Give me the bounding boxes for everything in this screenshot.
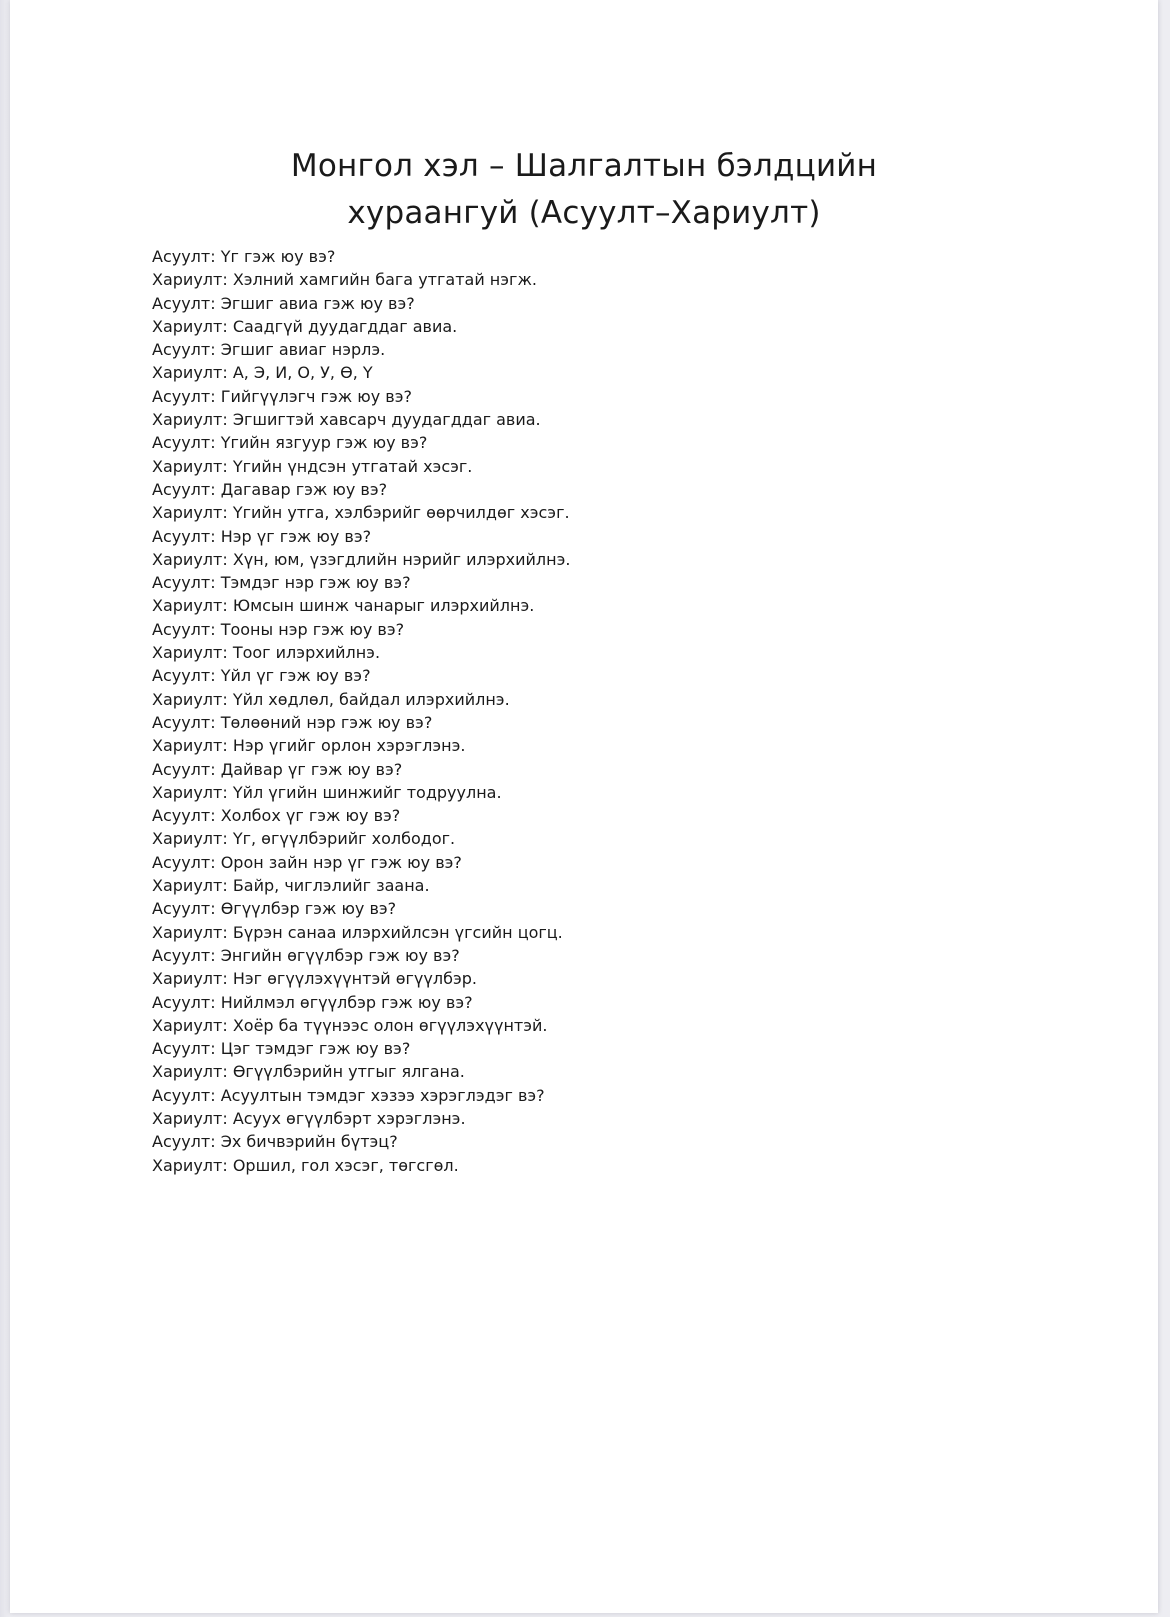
question-line: Асуулт: Дайвар үг гэж юу вэ? [152, 759, 403, 779]
answer-line: Хариулт: Үйл үгийн шинжийг тодруулна. [152, 782, 502, 802]
answer-line: Хариулт: Оршил, гол хэсэг, төгсгөл. [152, 1155, 459, 1175]
question-line: Асуулт: Холбох үг гэж юу вэ? [152, 806, 401, 826]
answer-line: Хариулт: Үгийн утга, хэлбэрийг өөрчилдөг хэсэг. [152, 503, 570, 523]
question-line: Асуулт: Өгүүлбэр гэж юу вэ? [152, 899, 397, 919]
question-line: Асуулт: Тооны нэр гэж юу вэ? [152, 619, 405, 639]
answer-line: Хариулт: Саадгүй дуудагддаг авиа. [152, 316, 458, 336]
question-line: Асуулт: Эгшиг авиа гэж юу вэ? [152, 293, 415, 313]
question-line: Асуулт: Нийлмэл өгүүлбэр гэж юу вэ? [152, 992, 473, 1012]
document-title-line-2: хураангуй (Асуулт–Хариулт) [347, 195, 821, 231]
question-line: Асуулт: Энгийн өгүүлбэр гэж юу вэ? [152, 945, 460, 965]
answer-line: Хариулт: Хүн, юм, үзэгдлийн нэрийг илэрхийлнэ. [152, 549, 571, 569]
answer-line: Хариулт: Үйл хөдлөл, байдал илэрхийлнэ. [152, 689, 510, 709]
question-line: Асуулт: Үйл үг гэж юу вэ? [152, 666, 371, 686]
question-line: Асуулт: Эгшиг авиаг нэрлэ. [152, 340, 386, 360]
question-line: Асуулт: Орон зайн нэр үг гэж юу вэ? [152, 852, 462, 872]
question-line: Асуулт: Асуултын тэмдэг хэзээ хэрэглэдэг вэ? [152, 1085, 545, 1105]
document-title [10, 143, 1158, 237]
document-page [10, 0, 1158, 1613]
question-line: Асуулт: Нэр үг гэж юу вэ? [152, 526, 372, 546]
answer-line: Хариулт: Өгүүлбэрийн утгыг ялгана. [152, 1062, 465, 1082]
question-line: Асуулт: Гийгүүлэгч гэж юу вэ? [152, 386, 412, 406]
answer-line: Хариулт: Үг, өгүүлбэрийг холбодог. [152, 829, 456, 849]
answer-line: Хариулт: Нэр үгийг орлон хэрэглэнэ. [152, 736, 466, 756]
question-line: Асуулт: Эх бичвэрийн бүтэц? [152, 1132, 398, 1152]
answer-line: Хариулт: Юмсын шинж чанарыг илэрхийлнэ. [152, 596, 535, 616]
question-line: Асуулт: Үг гэж юу вэ? [152, 247, 336, 266]
question-line: Асуулт: Цэг тэмдэг гэж юу вэ? [152, 1039, 411, 1059]
question-line: Асуулт: Төлөөний нэр гэж юу вэ? [152, 712, 433, 732]
answer-line: Хариулт: А, Э, И, О, У, Ө, Ү [152, 363, 373, 383]
question-line: Асуулт: Тэмдэг нэр гэж юу вэ? [152, 573, 411, 593]
question-line: Асуулт: Үгийн язгуур гэж юу вэ? [152, 433, 428, 453]
answer-line: Хариулт: Байр, чиглэлийг заана. [152, 876, 430, 896]
answer-line: Хариулт: Тоог илэрхийлнэ. [152, 643, 381, 663]
answer-line: Хариулт: Хэлний хамгийн бага утгатай нэгж. [152, 270, 537, 290]
answer-line: Хариулт: Эгшигтэй хавсарч дуудагддаг авиа. [152, 410, 541, 430]
question-line: Асуулт: Дагавар гэж юу вэ? [152, 479, 388, 499]
document-title-line-1: Монгол хэл – Шалгалтын бэлдцийн [290, 148, 878, 184]
answer-line: Хариулт: Үгийн үндсэн утгатай хэсэг. [152, 456, 473, 476]
answer-line: Хариулт: Асуух өгүүлбэрт хэрэглэнэ. [152, 1108, 466, 1128]
answer-line: Хариулт: Нэг өгүүлэхүүнтэй өгүүлбэр. [152, 969, 477, 989]
answer-line: Хариулт: Хоёр ба түүнээс олон өгүүлэхүүнтэй. [152, 1015, 548, 1035]
qa-list [10, 245, 1158, 1177]
answer-line: Хариулт: Бүрэн санаа илэрхийлсэн үгсийн цогц. [152, 922, 563, 942]
